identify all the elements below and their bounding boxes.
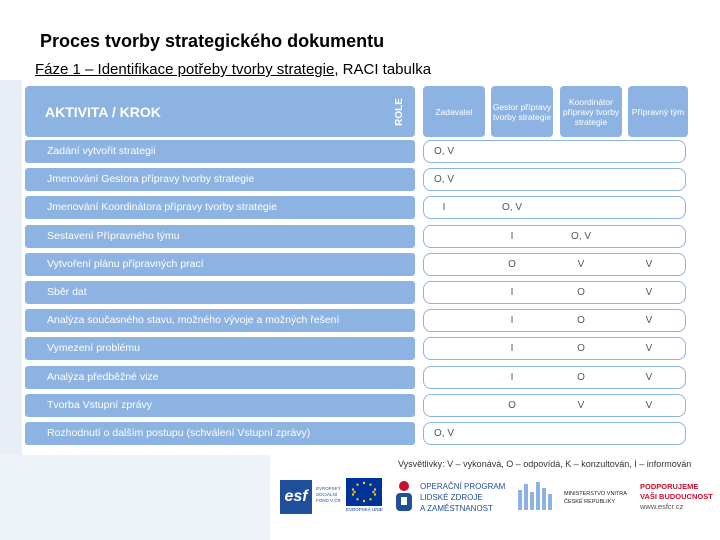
table-row xyxy=(25,140,690,163)
table-row xyxy=(25,394,690,417)
role-values xyxy=(423,337,686,360)
column-header-gestor: Gestor přípravy tvorby strategie xyxy=(491,86,553,137)
slogan-logo xyxy=(640,478,720,518)
activity-label: Sběr dat xyxy=(25,281,415,304)
op-lzz-logo xyxy=(394,478,506,518)
activity-label: Analýza současného stavu, možného vývoje a možných řešení xyxy=(25,309,415,332)
op-line-2: LIDSKÉ ZDROJE xyxy=(420,493,483,502)
role-cell xyxy=(419,282,469,303)
activity-header-label: AKTIVITA / KROK xyxy=(45,103,161,120)
role-cell xyxy=(487,169,537,190)
role-cell: O xyxy=(577,286,585,298)
activity-label: Analýza předběžné vize xyxy=(25,366,415,389)
activity-label: Jmenování Koordinátora přípravy tvorby strategie xyxy=(25,196,415,219)
role-cell xyxy=(624,169,674,190)
eu-flag-icon xyxy=(346,478,382,506)
ministry-line-2: ČESKÉ REPUBLIKY xyxy=(564,499,616,505)
role-cell: V xyxy=(645,399,653,411)
table-row xyxy=(25,196,690,219)
page-subtitle xyxy=(35,61,431,78)
table-row xyxy=(25,253,690,276)
role-cell: V xyxy=(645,258,653,270)
ministry-text xyxy=(564,490,627,506)
slogan-text xyxy=(640,482,713,512)
activity-label: Jmenování Gestora přípravy tvorby strategie xyxy=(25,168,415,191)
subtitle-phase: Fáze 1 – Identifikace potřeby tvorby strategie xyxy=(35,61,335,78)
table-row xyxy=(25,281,690,304)
role-cell xyxy=(624,141,674,162)
role-cell xyxy=(419,395,469,416)
role-cell: O, V xyxy=(570,230,591,242)
role-cell xyxy=(487,141,537,162)
activity-label: Vytvoření plánu přípravných prací xyxy=(25,253,415,276)
role-values xyxy=(423,140,686,163)
column-header-zadavatel: Zadavatel xyxy=(423,86,485,137)
role-cell xyxy=(624,423,674,444)
activity-label: Zadání vytvořit strategii xyxy=(25,140,415,163)
column-header-tym: Přípravný tým xyxy=(628,86,688,137)
logo-strip xyxy=(280,478,720,518)
role-cell: V xyxy=(577,258,585,270)
role-values xyxy=(423,281,686,304)
ministry-bars-icon xyxy=(516,480,556,514)
role-values xyxy=(423,225,686,248)
role-cell: I xyxy=(510,230,514,242)
role-cell xyxy=(419,254,469,275)
role-cell: O, V xyxy=(433,427,454,439)
eu-logo xyxy=(346,478,386,518)
role-cell xyxy=(419,338,469,359)
table-row xyxy=(25,337,690,360)
activity-label: Sestavení Přípravného týmu xyxy=(25,225,415,248)
slogan-url: www.esfcr.cz xyxy=(640,502,684,511)
person-icon xyxy=(394,480,414,514)
role-cell xyxy=(419,226,469,247)
role-cell: I xyxy=(510,371,514,383)
role-cell: O xyxy=(577,343,585,355)
role-cell: I xyxy=(510,315,514,327)
role-cell xyxy=(419,367,469,388)
role-cell: O xyxy=(577,371,585,383)
role-values xyxy=(423,253,686,276)
role-cell: V xyxy=(645,343,653,355)
subtitle-rest: , RACI tabulka xyxy=(334,61,432,78)
activity-label: Vymezení problému xyxy=(25,337,415,360)
role-values xyxy=(423,394,686,417)
role-cell xyxy=(419,310,469,331)
role-cell: O xyxy=(508,399,516,411)
table-row xyxy=(25,168,690,191)
raci-table-body xyxy=(25,140,690,450)
activity-label: Rozhodnutí o dalším postupu (schválení Vstupní zprávy) xyxy=(25,422,415,445)
decorative-bottom-panel xyxy=(0,455,270,540)
role-cell: O xyxy=(508,258,516,270)
role-values xyxy=(423,422,686,445)
role-header-label: ROLE xyxy=(394,97,405,126)
table-row xyxy=(25,225,690,248)
decorative-side-bar xyxy=(0,80,22,460)
esf-logo-text: EVROPSKÝ SOCIÁLNÍ FOND V ČR xyxy=(316,486,341,503)
role-values xyxy=(423,168,686,191)
ministry-emblem xyxy=(516,478,564,518)
slogan-line-2: VAŠI BUDOUCNOST xyxy=(640,492,713,501)
table-row xyxy=(25,422,690,445)
ministry-line-1: MINISTERSTVO VNITRA xyxy=(564,491,627,497)
esf-logo-mark: esf xyxy=(280,480,312,514)
role-cell: I xyxy=(442,202,446,214)
role-values xyxy=(423,366,686,389)
table-row xyxy=(25,366,690,389)
role-cell: O xyxy=(577,315,585,327)
role-cell xyxy=(556,197,606,218)
op-lzz-text xyxy=(420,481,505,514)
role-cell: O, V xyxy=(433,146,454,157)
op-line-1: OPERAČNÍ PROGRAM xyxy=(420,482,506,491)
role-cell: I xyxy=(510,286,514,298)
role-cell: I xyxy=(510,343,514,355)
role-cell: V xyxy=(645,371,653,383)
slogan-line-1: PODPORUJEME xyxy=(640,482,699,491)
role-cell xyxy=(624,197,674,218)
role-cell xyxy=(556,141,606,162)
page-title: Proces tvorby strategického dokumentu xyxy=(40,31,385,51)
legend-text: Vysvětlivky: V – vykonává, O – odpovídá, K – konzultován, I – informován xyxy=(398,459,692,469)
column-header-koordinator: Koordinátor přípravy tvorby strategie xyxy=(560,86,622,137)
role-cell xyxy=(487,423,537,444)
eu-logo-text: EVROPSKÁ UNIE xyxy=(346,507,383,512)
role-cell: O, V xyxy=(501,202,522,214)
ministry-logo xyxy=(564,478,634,518)
role-cell: V xyxy=(645,315,653,327)
table-row xyxy=(25,309,690,332)
role-values xyxy=(423,196,686,219)
role-cell xyxy=(556,423,606,444)
role-cell xyxy=(556,169,606,190)
activity-label: Tvorba Vstupní zprávy xyxy=(25,394,415,417)
esf-logo xyxy=(280,478,342,518)
role-cell xyxy=(624,226,674,247)
role-values xyxy=(423,309,686,332)
role-cell: V xyxy=(645,286,653,298)
role-cell: O, V xyxy=(433,174,454,186)
op-line-3: A ZAMĚSTNANOST xyxy=(420,504,493,513)
table-header-activity xyxy=(25,86,415,137)
role-cell: V xyxy=(577,399,585,411)
